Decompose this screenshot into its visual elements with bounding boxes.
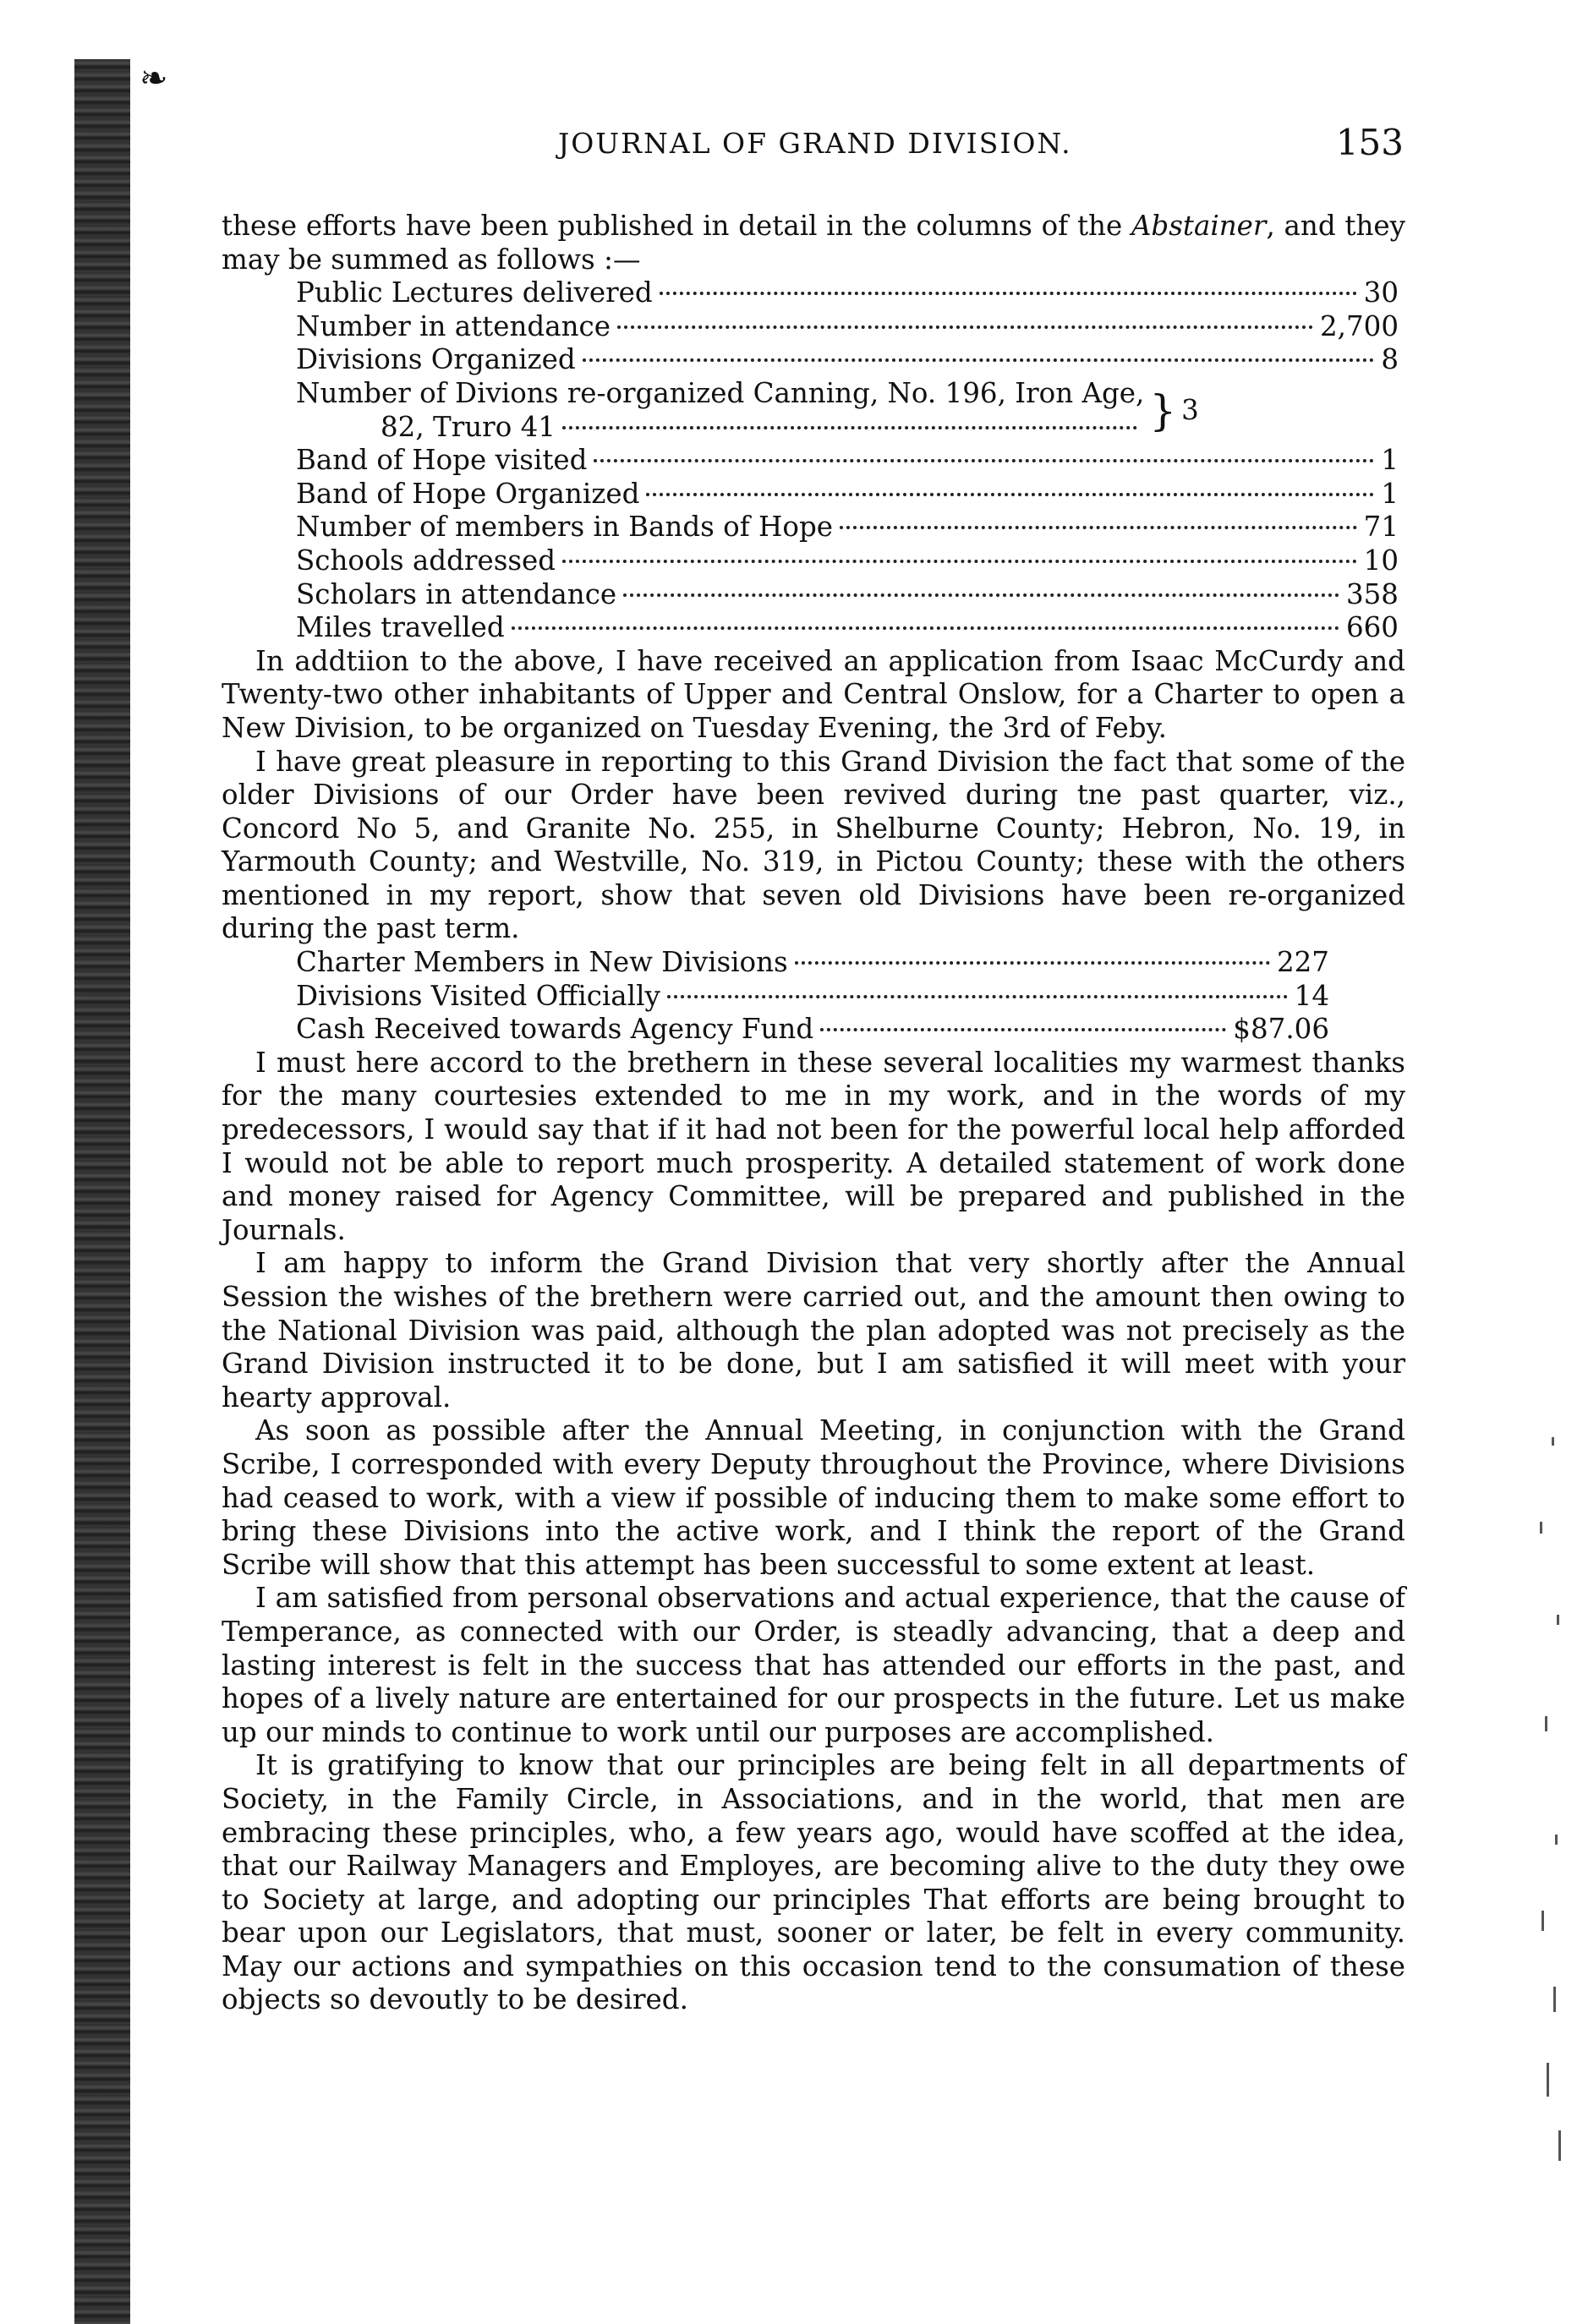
brace-icon: }	[1149, 386, 1177, 435]
list-item: Schools addressed 10	[296, 544, 1399, 577]
list-item: Band of Hope visited 1	[296, 444, 1399, 477]
paragraph: It is gratifying to know that our principles are being felt in all departments of Society, in the Family Circle, in Associations, and in the world, that men are embracing these principles, who, a few years ago, would have scoffed at the idea, that our Railway Managers and Employes, are becoming alive to the duty they owe to Society at large, and adopting our principles That efforts are being brought to bear upon our Legislators, that must, sooner or later, be felt in every community. May our actions and sympathies on this occasion tend to the consumation of these objects so devoutly to be desired.	[222, 1749, 1405, 2016]
list-item: Number of members in Bands of Hope 71	[296, 511, 1399, 544]
page-number: 153	[1335, 122, 1404, 163]
list-item: Divisions Organized 8	[296, 343, 1399, 376]
paragraph: I am satisfied from personal observations and actual experience, that the cause of Temperance, as connected with our Order, is steadly advancing, that a deep and lasting interest is felt in the success that has attended our efforts in the past, and hopes of a lively nature are entertained for our prospects in the future. Let us make up our minds to continue to work until our purposes are accomplished.	[222, 1582, 1405, 1748]
list-item: Charter Members in New Divisions 227	[296, 946, 1329, 979]
running-header	[558, 122, 1404, 163]
list-item: Public Lectures delivered 30	[296, 276, 1399, 309]
intro-paragraph: these efforts have been published in detail in the columns of the Abstainer, and they may be summed as follows :—	[222, 210, 1405, 276]
summary-list	[222, 276, 1405, 645]
ink-mark-icon: ❧	[140, 59, 168, 98]
list-item: Cash Received towards Agency Fund $87.06	[296, 1013, 1329, 1046]
paragraph: In addtiion to the above, I have received an application from Isaac McCurdy and Twenty-two other inhabitants of Upper and Central Onslow, for a Charter to open a New Division, to be organized on Tuesday Evening, the 3rd of Feby.	[222, 644, 1405, 744]
abstainer-title: Abstainer	[1131, 210, 1267, 242]
paragraph: I am happy to inform the Grand Division that very shortly after the Annual Session the wishes of the brethern were carried out, and the amount then owing to the National Division was paid, although the plan adopted was not precisely as the Grand Division instructed it to be done, but I am satisfied it will meet with your hearty approval.	[222, 1247, 1405, 1414]
list-item: Band of Hope Organized 1	[296, 477, 1399, 510]
page-body	[222, 210, 1405, 2017]
list-item: Number in attendance 2,700	[296, 309, 1399, 342]
paragraph: I must here accord to the brethern in these several localities my warmest thanks for the many courtesies extended to me in my work, and in the words of my predecessors, I would say that if it had not been for the powerful local help afforded I would not be able to report much prosperity. A detailed statement of work done and money raised for Agency Committee, will be prepared and published in the Journals.	[222, 1046, 1405, 1246]
agency-summary-list	[222, 946, 1405, 1047]
list-item: Divisions Visited Officially 14	[296, 979, 1329, 1012]
paragraph: As soon as possible after the Annual Meeting, in conjunction with the Grand Scribe, I corresponded with every Deputy throughout the Province, where Divisions had ceased to work, with a view if possible of inducing them to make some effort to bring these Divisions into the active work, and I think the report of the Grand Scribe will show that this attempt has been successful to some extent at least.	[222, 1414, 1405, 1581]
list-item: Miles travelled 660	[296, 611, 1399, 644]
list-item: Scholars in attendance 358	[296, 577, 1399, 610]
paragraph: I have great pleasure in reporting to this Grand Division the fact that some of the older Divisions of our Order have been revived during tne past quarter, viz., Concord No 5, and Granite No. 255, in Shelburne County; Hebron, No. 19, in Yarmouth County; and Westville, No. 319, in Pictou County; these with the others mentioned in my report, show that seven old Divisions have been re-organized during the past term.	[222, 745, 1405, 945]
book-spine-shadow	[74, 59, 130, 2324]
page-edge-specks	[1535, 1437, 1569, 2198]
journal-title: JOURNAL OF GRAND DIVISION.	[558, 127, 1072, 160]
list-item: Number of Divions re-organized Canning, No. 196, Iron Age, 82, Truro 41 } 3	[296, 376, 1199, 443]
